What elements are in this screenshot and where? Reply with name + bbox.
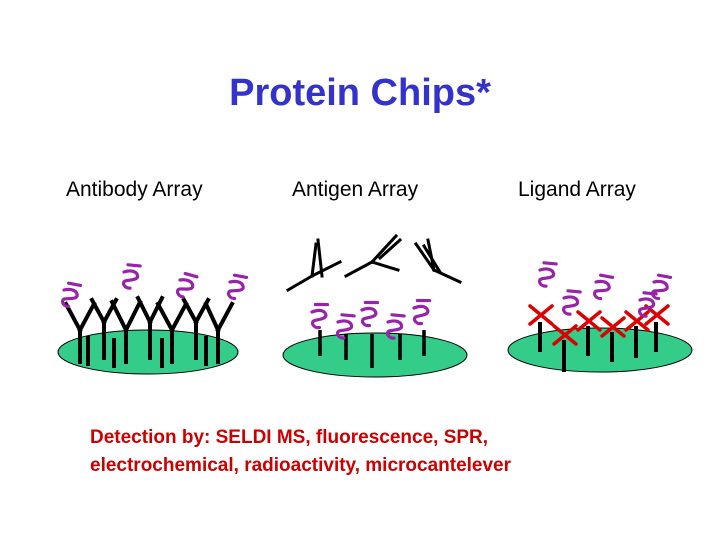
antibody-array-panel: [58, 262, 247, 374]
antigen-array-panel: [283, 236, 467, 377]
protein-squiggle: [59, 262, 247, 308]
chip-disk: [508, 328, 692, 372]
detection-line-1: Detection by: SELDI MS, fluorescence, SPR,: [90, 427, 489, 448]
antigen-array-label: Antigen Array: [292, 178, 419, 201]
detection-methods-text: [90, 424, 690, 480]
antibody-y-shape: [288, 236, 460, 290]
antibody-array-label: Antibody Array: [66, 178, 203, 201]
ligand-array-panel: [508, 260, 692, 372]
detection-line-2: electrochemical, radioactivity, microcantelever: [90, 455, 512, 476]
chip-disk: [283, 333, 467, 377]
ligand-array-label: Ligand Array: [518, 178, 636, 201]
slide-title: Protein Chips*: [229, 72, 491, 114]
